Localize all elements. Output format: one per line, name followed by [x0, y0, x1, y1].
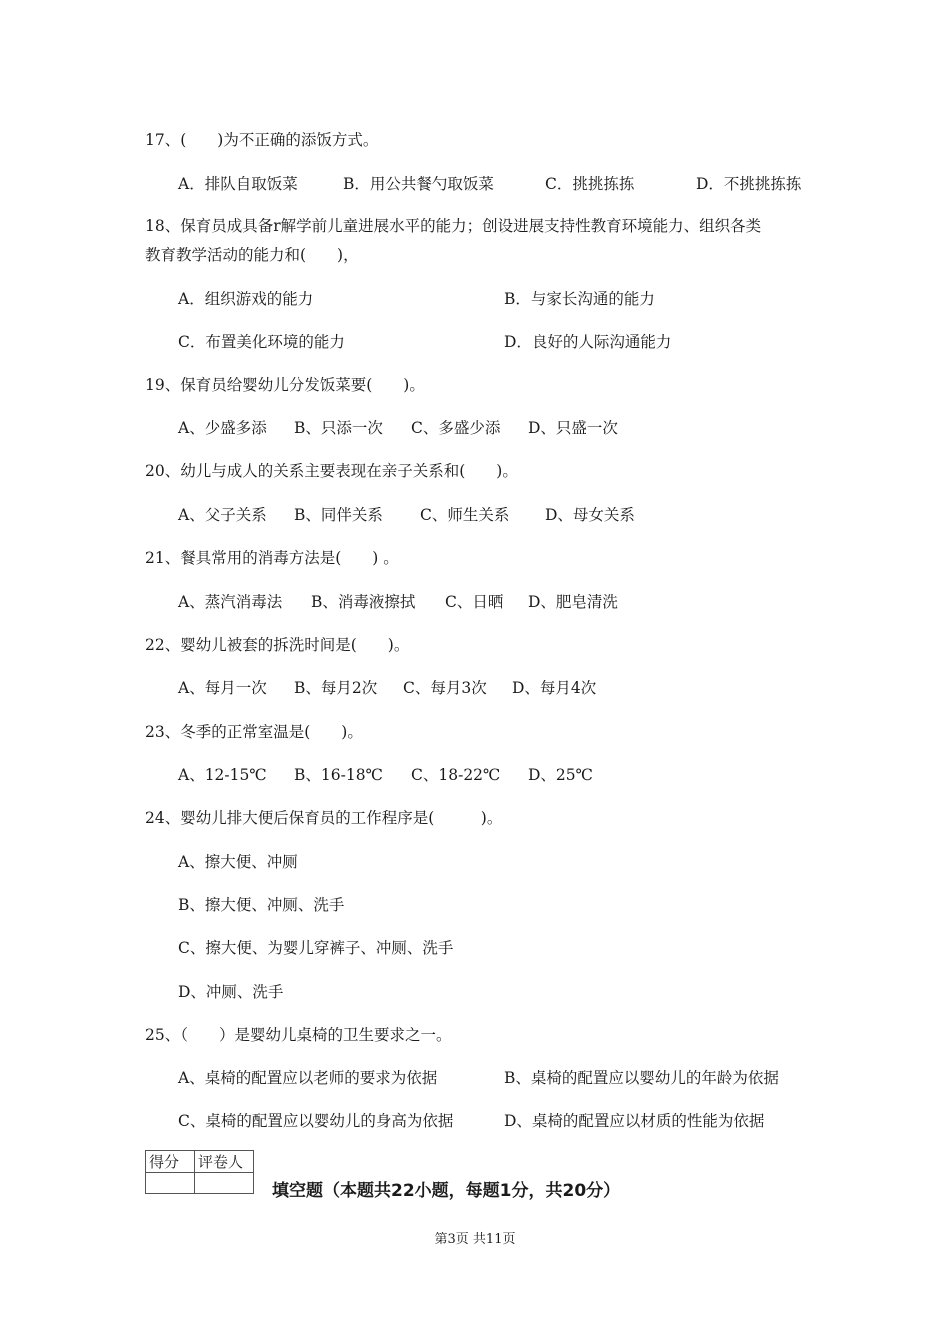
question-22-option-c: C、每月3次 [403, 679, 487, 697]
question-24-option-a: A、擦大便、冲厕 [178, 853, 298, 871]
question-19-option-d: D、只盛一次 [528, 419, 618, 437]
question-20-option-a: A、父子关系 [178, 506, 267, 524]
question-23-option-a: A、12-15℃ [178, 766, 267, 784]
question-24-stem: 24、婴幼儿排大便后保育员的工作程序是( )。 [145, 809, 503, 827]
question-18-option-b: B．与家长沟通的能力 [504, 290, 655, 308]
question-25-stem: 25、（ ）是婴幼儿桌椅的卫生要求之一。 [145, 1026, 452, 1044]
question-17-option-d: D．不挑挑拣拣 [696, 175, 802, 193]
question-18-option-c: C．布置美化环境的能力 [178, 333, 345, 351]
question-19-option-c: C、多盛少添 [411, 419, 501, 437]
question-24-option-c: C、擦大便、为婴儿穿裤子、冲厕、洗手 [178, 939, 454, 957]
question-22-option-d: D、每月4次 [512, 679, 597, 697]
question-17-stem: 17、( )为不正确的添饭方式。 [145, 131, 379, 149]
score-label: 得分 [146, 1151, 195, 1173]
question-21-option-b: B、消毒液擦拭 [311, 593, 416, 611]
question-18-stem-line-2: 教育教学活动的能力和( )， [145, 246, 359, 264]
question-17-option-b: B．用公共餐勺取饭菜 [343, 175, 494, 193]
page-footer: 第3页 共11页 [434, 1232, 516, 1247]
grader-cell [195, 1173, 254, 1194]
question-23-option-b: B、16-18℃ [294, 766, 383, 784]
question-25-option-a: A、桌椅的配置应以老师的要求为依据 [178, 1069, 438, 1087]
question-22-option-b: B、每月2次 [294, 679, 378, 697]
question-21-option-d: D、肥皂清洗 [528, 593, 618, 611]
question-17-option-a: A．排队自取饭菜 [178, 175, 298, 193]
score-cell [146, 1173, 195, 1194]
question-23-stem: 23、冬季的正常室温是( )。 [145, 723, 363, 741]
question-23-option-d: D、25℃ [528, 766, 593, 784]
question-23-option-c: C、18-22℃ [411, 766, 501, 784]
question-17-option-c: C．挑挑拣拣 [545, 175, 635, 193]
question-19-option-b: B、只添一次 [294, 419, 383, 437]
question-20-option-c: C、师生关系 [420, 506, 510, 524]
section-title: 填空题（本题共22小题，每题1分，共20分） [272, 1181, 621, 1201]
question-21-option-c: C、日晒 [445, 593, 504, 611]
question-18-option-a: A．组织游戏的能力 [178, 290, 314, 308]
question-24-option-b: B、擦大便、冲厕、洗手 [178, 896, 345, 914]
question-21-stem: 21、餐具常用的消毒方法是( ) 。 [145, 549, 399, 567]
question-18-stem-line-1: 18、保育员成具备r解学前儿童进展水平的能力；创设进展支持性教育环境能力、组织各类 [145, 217, 762, 235]
score-table [145, 1150, 254, 1194]
question-19-option-a: A、少盛多添 [178, 419, 267, 437]
question-25-option-c: C、桌椅的配置应以婴幼儿的身高为依据 [178, 1112, 454, 1130]
question-24-option-d: D、冲厕、洗手 [178, 983, 284, 1001]
question-20-stem: 20、幼儿与成人的关系主要表现在亲子关系和( )。 [145, 462, 518, 480]
question-21-option-a: A、蒸汽消毒法 [178, 593, 283, 611]
question-20-option-d: D、母女关系 [545, 506, 635, 524]
question-22-option-a: A、每月一次 [178, 679, 267, 697]
question-25-option-b: B、桌椅的配置应以婴幼儿的年龄为依据 [504, 1069, 779, 1087]
question-25-option-d: D、桌椅的配置应以材质的性能为依据 [504, 1112, 765, 1130]
question-18-option-d: D．良好的人际沟通能力 [504, 333, 672, 351]
question-20-option-b: B、同伴关系 [294, 506, 383, 524]
grader-label: 评卷人 [195, 1151, 254, 1173]
question-22-stem: 22、婴幼儿被套的拆洗时间是( )。 [145, 636, 410, 654]
question-19-stem: 19、保育员给婴幼儿分发饭菜要( )。 [145, 376, 425, 394]
